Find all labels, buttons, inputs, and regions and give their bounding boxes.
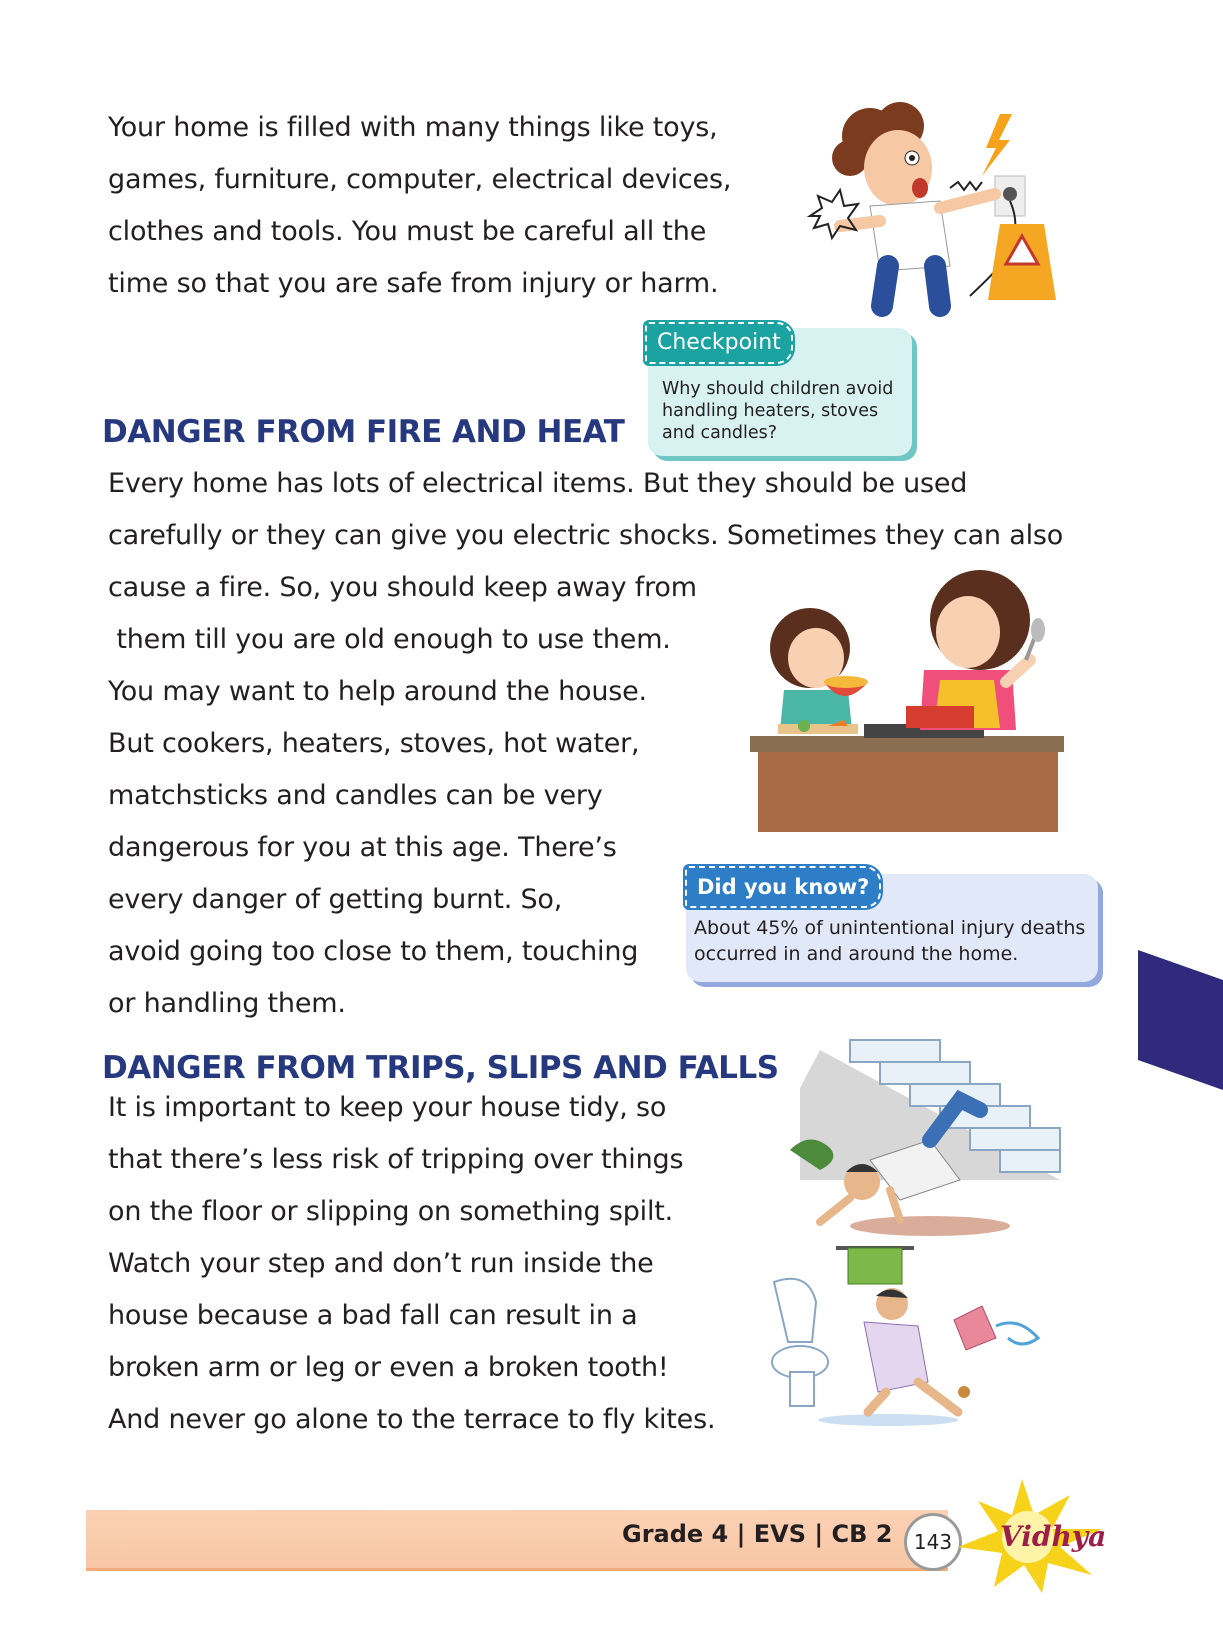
fire-line: or handling them. [108,988,346,1019]
did-you-know-fact [694,915,1106,967]
fire-line: carefully or they can give you electric shocks. Sometimes they can also [108,520,1064,551]
checkpoint-line: Why should children avoid [662,379,894,399]
falls-line: broken arm or leg or even a broken tooth! [108,1352,669,1383]
intro-paragraph [108,102,731,310]
fire-heading: DANGER FROM FIRE AND HEAT [102,414,625,450]
fire-line: But cookers, heaters, stoves, hot water, [108,728,640,759]
falls-heading: DANGER FROM TRIPS, SLIPS AND FALLS [102,1050,779,1086]
checkpoint-label: Checkpoint [645,322,793,364]
did-you-know-label: Did you know? [685,866,881,908]
falls-line: It is important to keep your house tidy, so [108,1092,667,1123]
fire-line: cause a fire. So, you should keep away from [108,572,697,603]
stairs-fall-illustration [780,1030,1080,1240]
footer-label: Grade 4 | EVS | CB 2 [622,1520,893,1548]
falls-line: that there’s less risk of tripping over things [108,1144,684,1175]
electric-shock-illustration [800,96,1090,318]
fire-line: every danger of getting burnt. So, [108,884,563,915]
intro-line: games, furniture, computer, electrical devices, [108,164,732,195]
did-you-know-line: occurred in and around the home. [694,943,1019,965]
intro-line: Your home is filled with many things like toys, [108,112,718,143]
page-number: 143 [904,1513,962,1571]
checkpoint-line: handling heaters, stoves [662,401,879,421]
falls-line: And never go alone to the terrace to fly kites. [108,1404,716,1435]
intro-line: time so that you are safe from injury or harm. [108,268,719,299]
checkpoint-line: and candles? [662,423,778,443]
fire-line: Every home has lots of electrical items. But they should be used [108,468,968,499]
did-you-know-line: About 45% of unintentional injury deaths [694,917,1086,939]
checkpoint-question [662,378,912,444]
falls-paragraph [108,1082,715,1446]
brand-logo: Vidhya [1000,1520,1107,1553]
bathroom-slip-illustration [768,1242,1068,1427]
intro-line: clothes and tools. You must be careful all the [108,216,707,247]
falls-line: Watch your step and don’t run inside the [108,1248,654,1279]
fire-line: You may want to help around the house. [108,676,647,707]
fire-line: avoid going too close to them, touching [108,936,639,967]
fire-line: matchsticks and candles can be very [108,780,603,811]
falls-line: on the floor or slipping on something spilt. [108,1196,674,1227]
falls-line: house because a bad fall can result in a [108,1300,638,1331]
side-tab-marker [1138,950,1223,1100]
cooking-illustration [744,560,1064,832]
fire-line: them till you are old enough to use them. [108,624,671,655]
fire-line: dangerous for you at this age. There’s [108,832,617,863]
